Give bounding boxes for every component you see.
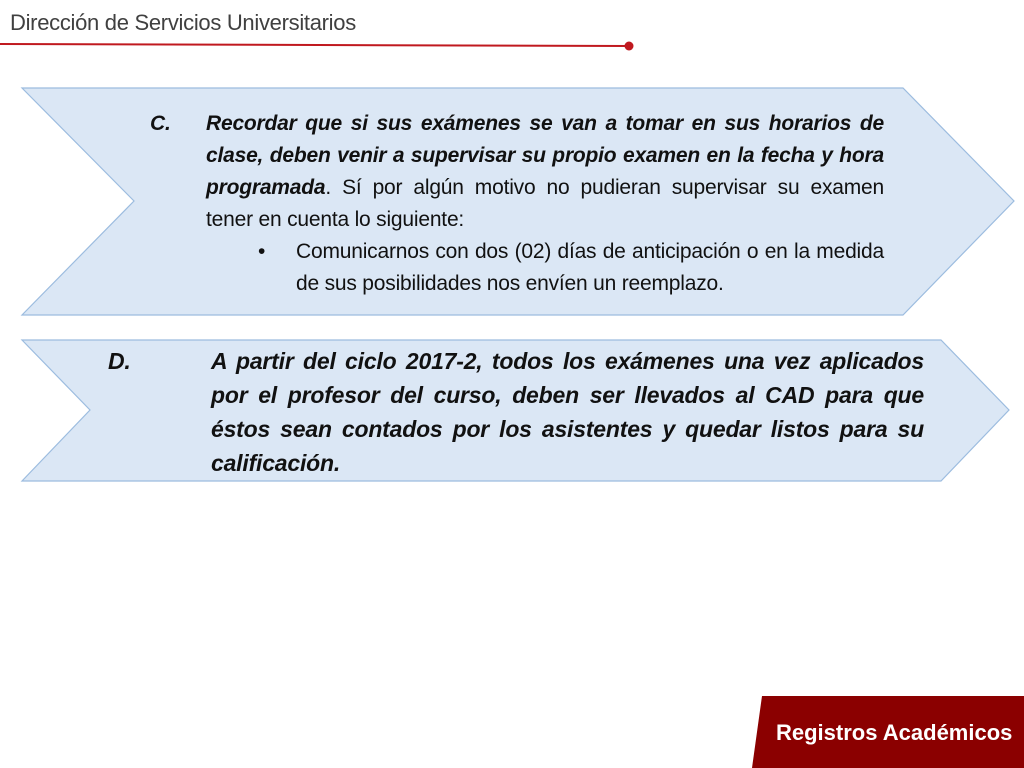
section-c-bullet xyxy=(206,236,884,300)
section-c xyxy=(150,108,884,300)
section-d-text: A partir del ciclo 2017-2, todos los exámenes una vez aplicados por el profesor del curso, deben ser llevados al CAD para que éstos sean contados por los asistentes y quedar listos para su calificación. xyxy=(211,348,924,476)
footer-label: Registros Académicos xyxy=(776,720,1013,745)
section-c-bold-text: Recordar que si sus exámenes se van a tomar en sus horarios de clase, deben venir a supervisar su propio examen en la fecha y hora programada xyxy=(206,112,884,199)
footer-tab xyxy=(752,696,1024,768)
section-d xyxy=(108,344,924,480)
section-d-letter: D. xyxy=(108,348,131,374)
section-c-text xyxy=(206,108,884,236)
bullet-icon: • xyxy=(258,240,266,263)
section-c-regular-text: . Sí por algún motivo no pudieran supervisar su examen tener en cuenta lo siguiente: xyxy=(206,176,884,231)
section-c-letter: C. xyxy=(150,112,171,135)
header-title: Dirección de Servicios Universitarios xyxy=(10,10,356,35)
section-c-bullet-text: Comunicarnos con dos (02) días de anticipación o en la medida de sus posibilidades nos envíen un reemplazo. xyxy=(296,240,884,295)
